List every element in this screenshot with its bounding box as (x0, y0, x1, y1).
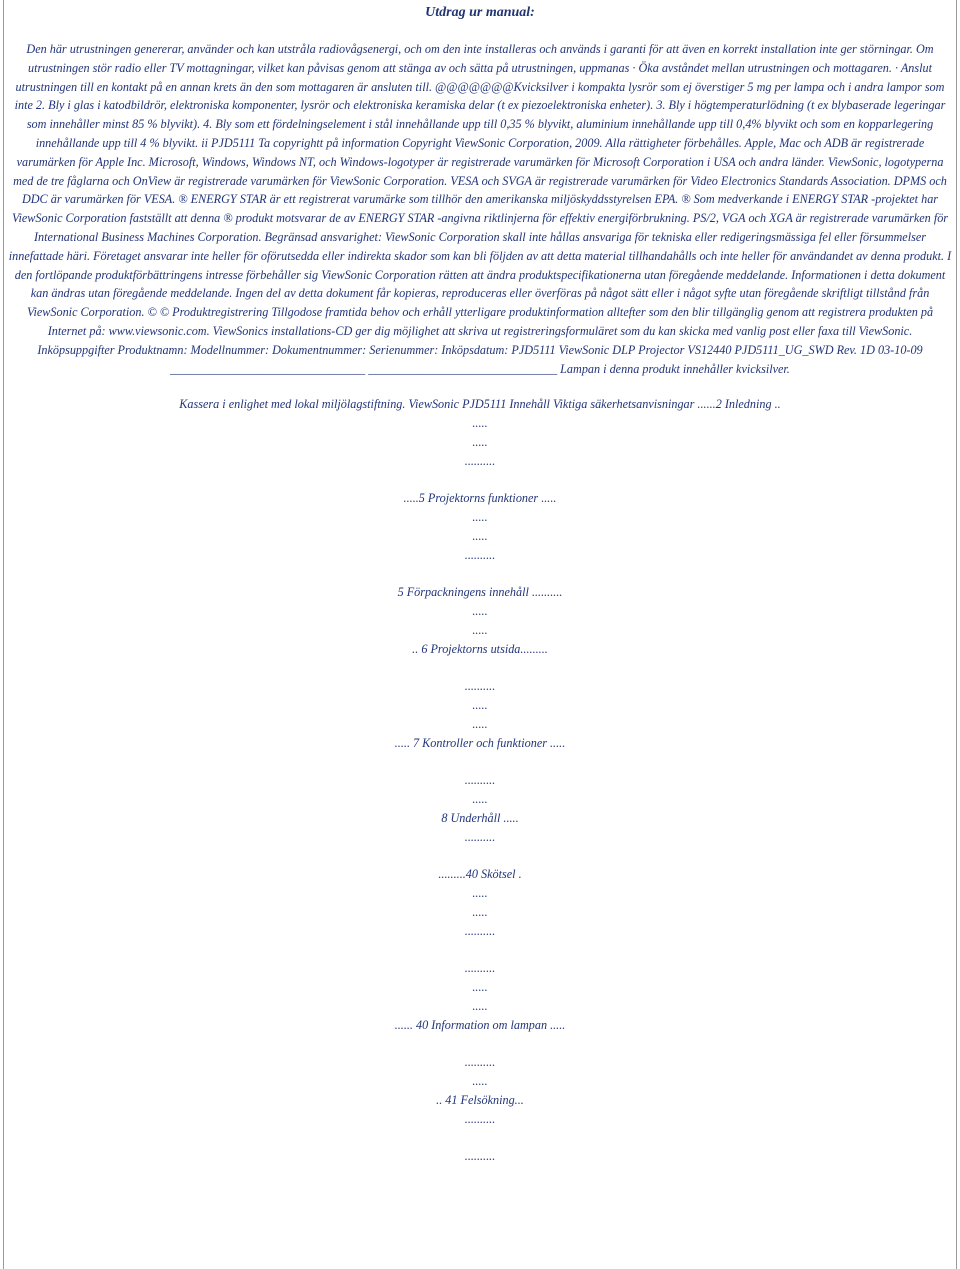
toc-line: .......... (464, 453, 496, 468)
section-spacer (4, 378, 956, 395)
toc-line: ...... 40 Information om lampan ..... (394, 1017, 566, 1032)
manual-paragraph: Den här utrustningen genererar, använder och kan utstråla radiovågsenergi, och om den inte installeras och används i garanti för att även en korrekt installation inte ger störningar. Om utrustningen stör radio eller TV mottagningar, vilket kan påvisas genom att stänga av och sätta på utrustningen, uppmanas · Öka avståndet mellan utrustningen och mottagaren. · Anslut utrustningen till en kontakt på en annan krets än den som mottagaren är ansluten till. @@@@@@@Kvicksilver i kompakta lysrör som ej överstiger 5 mg per lampa och i andra lampor som inte 2. Bly i glas i katodbildrör, elektroniska komponenter, lysrör och elektroniska keramiska delar (t ex piezoelektroniska enheter). 3. Bly i högtemperaturlödning (t ex blybaserade legeringar som innehåller minst 85 % blyvikt). 4. Bly som ett fördelningselement i stål innehållande upp till 0,35 % blyvikt, aluminium innehållande upp till 0,4% blyvikt och som en kopparlegering innehållande upp till 4 % blyvikt. ii PJD5111 Ta copyrightt på information Copyright ViewSonic Corporation, 2009. Alla rättigheter förbehålles. Apple, Mac och ADB är registrerade varumärken för Apple Inc. Microsoft, Windows, Windows NT, och Windows-logotyper är registrerade varumärken för Microsoft Corporation i USA och andra länder. ViewSonic, logotyperna med de tre fåglarna och OnView är registrerade varumärken för ViewSonic Corporation. VESA och SVGA är registrerade varumärken för Video Electronics Standards Association. DPMS och DDC är varumärken för VESA. ® ENERGY STAR är ett registrerat varumärke som tillhör den amerikanska miljöskyddsstyrelsen EPA. ® Som medverkande i ENERGY STAR -projektet har ViewSonic Corporation fastställt att denna ® produkt motsvarar de av ENERGY STAR -angivna riktlinjerna för effektiv energiförbrukning. PS/2, VGA och XGA är registrerade varumärken för International Business Machines Corporation. Begränsad ansvarighet: ViewSonic Corporation skall inte hållas ansvariga för tekniska eller redigeringsmässiga fel eller försummelser innefattade häri. Företaget ansvarar inte heller för oförutsedda eller indirekta skador som kan bli följden av att detta material tillhandahålls och inte heller för användandet av denna produkt. I den fortlöpande produktförbättringens intresse förbehåller sig ViewSonic Corporation rätten att ändra produktspecifikationerna utan föregående meddelande. Informationen i detta dokument kan ändras utan föregående meddelande. Ingen del av detta dokument får kopieras, reproduceras eller överföras på något sätt eller i något syfte utan föregående skriftligt tillstånd från ViewSonic Corporation. © © Produktregistrering Tillgodose framtida behov och erhåll ytterligare produktinformation alltefter som den blir tillgänglig genom att registrera produkten på Internet på: www.viewsonic.com. ViewSonics installations-CD ger dig möjlighet att skriva ut registreringsformuläret som du kan skicka med vanlig post eller faxa till ViewSonic. Inköpsuppgifter Produktnamn: Modellnummer: Dokumentnummer: Serienummer: Inköpsdatum: PJD5111 ViewSonic DLP Projector VS12440 PJD5111_UG_SWD Rev. 1D 03-10-09 ________________________________ _______________________________ Lampan i denna produkt innehåller kvicksilver. (8, 42, 952, 376)
toc-line: ..... (472, 604, 488, 619)
toc-line: ..... (472, 1074, 488, 1089)
toc-line: ..... (472, 716, 488, 731)
toc-line: ..... (472, 792, 488, 807)
toc-gap (4, 752, 956, 771)
toc-line: .. 6 Projektorns utsida......... (412, 641, 548, 656)
toc-gap (4, 846, 956, 865)
toc-line: ..... 7 Kontroller och funktioner ..... (394, 735, 566, 750)
toc-line: 5 Förpackningens innehåll .......... (397, 585, 563, 600)
toc-line: ..... (472, 528, 488, 543)
toc-gap (4, 1128, 956, 1147)
toc-gap (4, 565, 956, 584)
toc-line: ..... (472, 698, 488, 713)
toc-line: Kassera i enlighet med lokal miljölagstiftning. ViewSonic PJD5111 Innehåll Viktiga säkerhetsanvisningar ......2 Inledning .. (179, 397, 781, 412)
toc-line: .......... (464, 679, 496, 694)
toc-line: .......... (464, 1055, 496, 1070)
manual-excerpt-body (8, 40, 952, 378)
page-title: Utdrag ur manual: (425, 5, 535, 20)
toc-line: ..... (472, 622, 488, 637)
toc-line: .. 41 Felsökning... (436, 1092, 524, 1107)
toc-line: .......... (464, 829, 496, 844)
toc-gap (4, 659, 956, 678)
toc-line: ..... (472, 510, 488, 525)
toc-gap (4, 940, 956, 959)
toc-line: ..... (472, 904, 488, 919)
toc-line: ..... (472, 886, 488, 901)
toc-line: .......... (464, 1149, 496, 1164)
toc-line: .....5 Projektorns funktioner ..... (403, 491, 557, 506)
toc-line: .......... (464, 547, 496, 562)
toc-line: ..... (472, 980, 488, 995)
toc-line: ..... (472, 998, 488, 1013)
toc-line: .......... (464, 773, 496, 788)
toc-line: .........40 Skötsel . (438, 867, 522, 882)
document-page (3, 0, 957, 1269)
toc-line: ..... (472, 416, 488, 431)
toc-gap (4, 1034, 956, 1053)
toc-line: 8 Underhåll ..... (441, 810, 519, 825)
table-of-contents (4, 395, 956, 1166)
toc-line: .......... (464, 961, 496, 976)
toc-line: ..... (472, 434, 488, 449)
toc-line: .......... (464, 1111, 496, 1126)
toc-gap (4, 471, 956, 490)
toc-line: .......... (464, 923, 496, 938)
